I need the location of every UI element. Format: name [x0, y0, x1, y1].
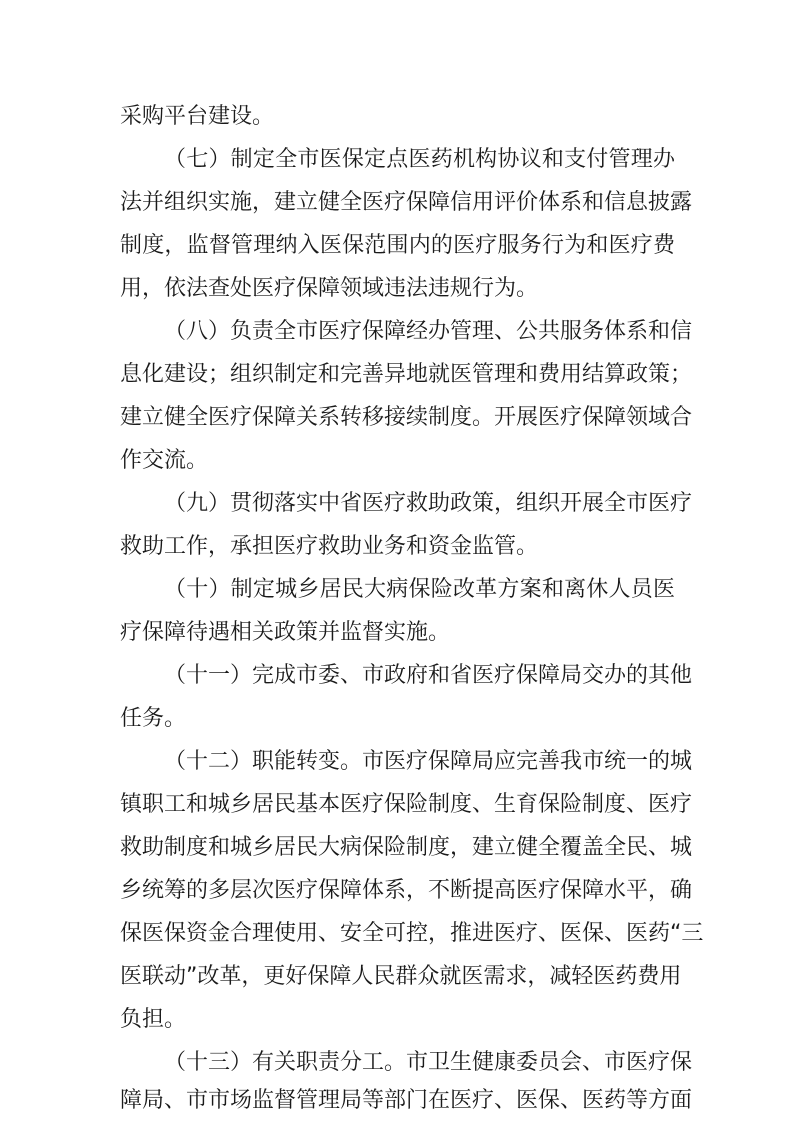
text-line: 镇职工和城乡居民基本医疗保险制度、生育保险制度、医疗	[120, 792, 693, 817]
text-line: 乡统筹的多层次医疗保障体系，不断提高医疗保障水平，确	[120, 878, 693, 903]
paragraph-7-start: （七）制定全市医保定点医药机构协议和支付管理办	[164, 147, 675, 172]
paragraph-8-start: （八）负责全市医疗保障经办管理、公共服务体系和信	[164, 319, 693, 344]
paragraph-10-start: （十）制定城乡居民大病保险改革方案和离休人员医	[164, 577, 675, 602]
text-line: 任务。	[120, 706, 187, 731]
paragraph-12-start: （十二）职能转变。市医疗保障局应完善我市统一的城	[164, 749, 693, 774]
paragraph-13-start: （十三）有关职责分工。市卫生健康委员会、市医疗保	[164, 1050, 693, 1075]
text-line: 建立健全医疗保障关系转移接续制度。开展医疗保障领域合	[120, 405, 693, 430]
text-line: 采购平台建设。	[120, 104, 275, 129]
text-line: 制度，监督管理纳入医保范围内的医疗服务行为和医疗费	[120, 233, 675, 258]
text-line: 医联动”改革，更好保障人民群众就医需求，减轻医药费用	[120, 964, 682, 989]
text-line: 障局、市市场监督管理局等部门在医疗、医保、医药等方面	[120, 1088, 693, 1113]
paragraph-11-start: （十一）完成市委、市政府和省医疗保障局交办的其他	[164, 663, 693, 688]
text-line: 法并组织实施，建立健全医疗保障信用评价体系和信息披露	[120, 190, 693, 215]
text-line: 作交流。	[120, 448, 209, 473]
text-line: 保医保资金合理使用、安全可控，推进医疗、医保、医药“三	[120, 921, 704, 946]
text-line: 疗保障待遇相关政策并监督实施。	[120, 620, 451, 645]
paragraph-9-start: （九）贯彻落实中省医疗救助政策，组织开展全市医疗	[164, 491, 693, 516]
text-line: 救助制度和城乡居民大病保险制度，建立健全覆盖全民、城	[120, 835, 693, 860]
text-line: 息化建设；组织制定和完善异地就医管理和费用结算政策；	[120, 362, 693, 387]
text-line: 负担。	[120, 1007, 187, 1032]
text-line: 救助工作，承担医疗救助业务和资金监管。	[120, 534, 539, 559]
text-line: 用，依法查处医疗保障领域违法违规行为。	[120, 276, 539, 301]
